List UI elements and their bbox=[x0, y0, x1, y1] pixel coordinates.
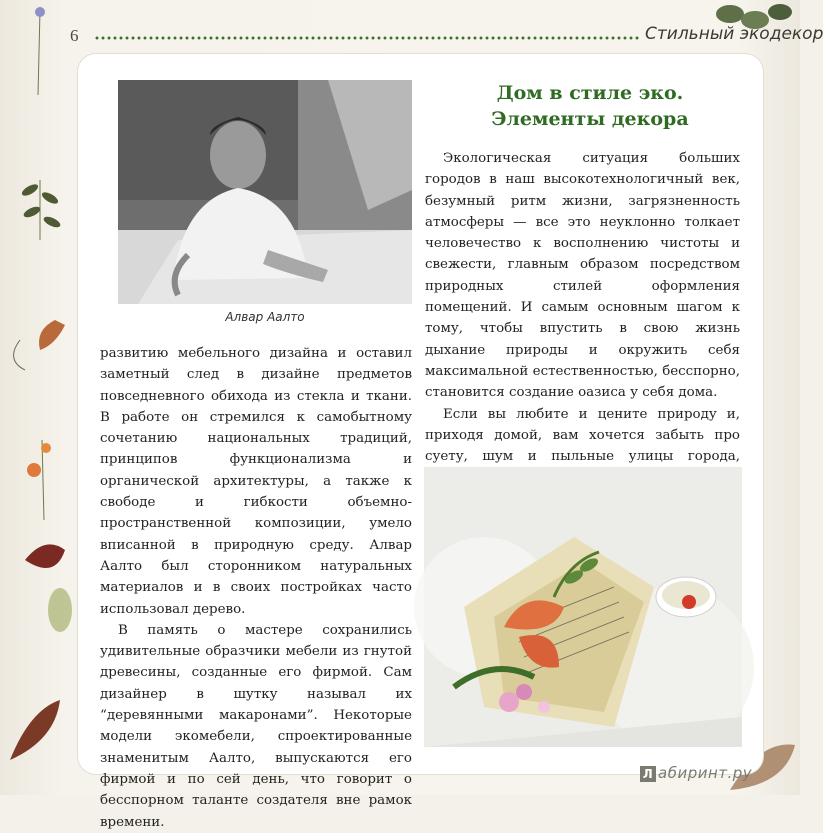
right-paragraph: Экологическая ситуация больших городов в наш высокотехнологичный век, безумный ритм жизни, загрязненность атмосферы — все это неуклонно толкает человечество к восполнению чистоты и свежести, главным образом посредством природных стилей оформления помещений. И самым основным шагом к тому, чтобы впустить в свою жизнь дыхание природы и окружить себя максимальной естественностью, бесспорно, становится создание оазиса у себя дома. bbox=[425, 151, 740, 401]
watermark-text: абиринт.ру bbox=[658, 764, 753, 782]
left-paragraph: развитию мебельного дизайна и оставил заметный след в дизайне предметов повседневного обихода из стекла и ткани. В работе он стремился к самобытному сочетанию национальных традиций, принципов функционализма и органической архитектуры, а также к свободе и гибкости объемно-пространственной композиции, умело вписанной в природную среду. Алвар Аалто был сторонником натуральных материалов и в своих постройках часто использовал дерево. bbox=[100, 346, 412, 617]
left-paragraph: В память о мастере сохранились удивительные образчики мебели из гнутой древесины, созданные его фирмой. Сам дизайнер в шутку называл их “деревянными макаронами”. Некоторые модели экомебели, спроектированные знаменитым Аалто, выпускаются его фирмой и по сей день, что говорит о бесспорном таланте создателя вне рамок времени. bbox=[100, 622, 412, 830]
heading-line-2: Элементы декора bbox=[491, 108, 689, 130]
page-number: 6 bbox=[70, 26, 79, 45]
heading-line-1: Дом в стиле эко. bbox=[496, 82, 684, 104]
aalto-portrait-photo bbox=[118, 80, 412, 304]
right-paragraph: Если вы любите и цените природу и, приходя домой, вам хочется забыть про суету, шум и пыльные улицы города, bbox=[425, 406, 740, 465]
labirint-watermark bbox=[640, 764, 752, 782]
photo-caption: Алвар Аалто bbox=[225, 310, 305, 324]
running-header bbox=[60, 22, 823, 52]
dotted-rule bbox=[94, 36, 639, 40]
running-title: Стильный экодекор bbox=[645, 24, 823, 44]
right-text-column bbox=[425, 148, 740, 510]
labirint-logo-icon: Л bbox=[640, 766, 656, 782]
eco-decor-still-life-photo bbox=[424, 467, 742, 747]
section-heading bbox=[430, 80, 750, 132]
pressed-flower-decoration-icon bbox=[0, 0, 80, 795]
left-text-column bbox=[100, 343, 412, 833]
